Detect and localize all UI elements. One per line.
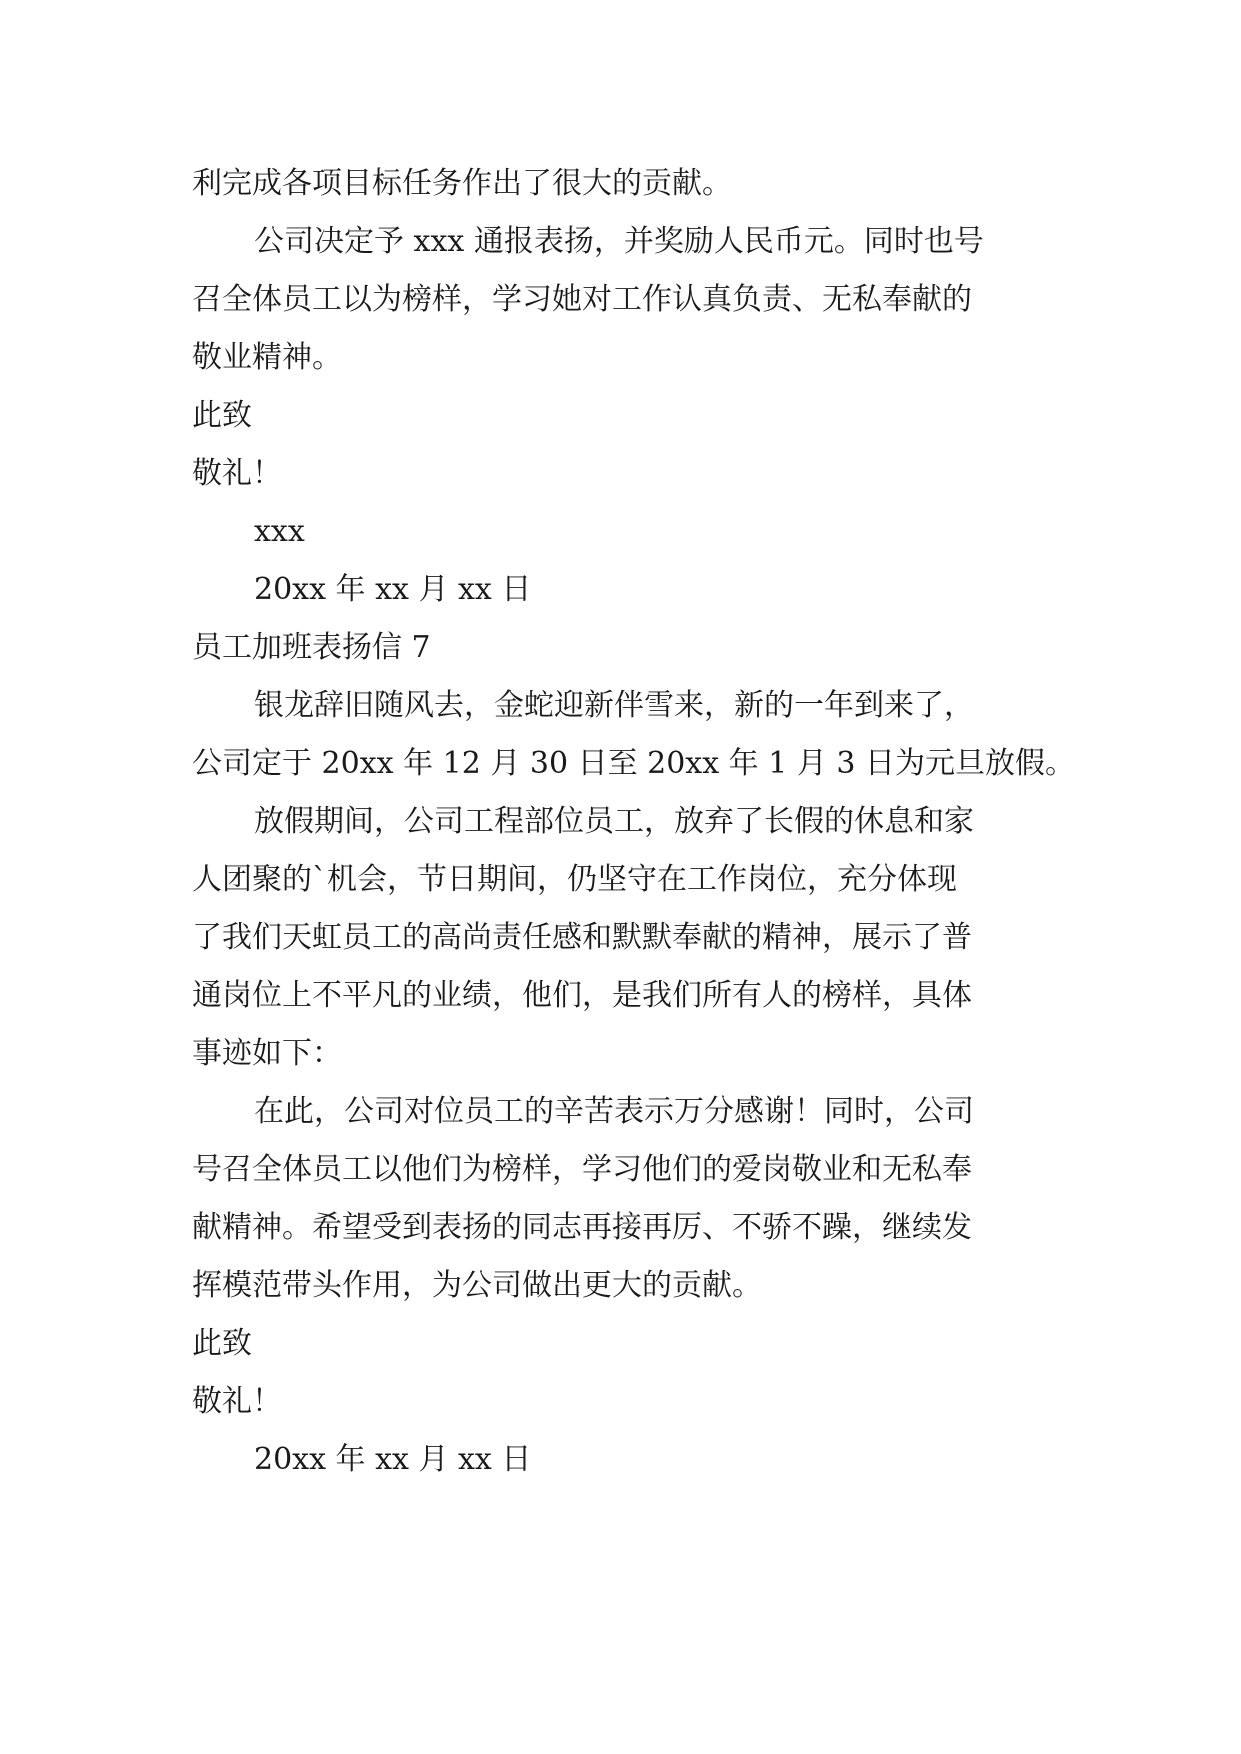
body-line: 召全体员工以为榜样，学习她对工作认真负责、无私奉献的 [192,282,972,317]
body-line: 献精神。希望受到表扬的同志再接再厉、不骄不躁，继续发 [192,1210,972,1245]
body-line: 通岗位上不平凡的业绩，他们，是我们所有人的榜样，具体 [192,978,972,1013]
body-line: 事迹如下： [192,1036,342,1071]
body-line: 公司定于 20xx 年 12 月 30 日至 20xx 年 1 月 3 日为元旦放假。 [192,746,1075,781]
body-line: 利完成各项目标任务作出了很大的贡献。 [192,166,732,201]
body-line: 号召全体员工以他们为榜样，学习他们的爱岗敬业和无私奉 [192,1152,972,1187]
section-title: 员工加班表扬信 7 [192,630,431,665]
body-line: 人团聚的`机会，节日期间，仍坚守在工作岗位，充分体现 [192,862,957,897]
body-line: 公司决定予 xxx 通报表扬，并奖励人民币元。同时也号 [254,224,984,259]
body-line: 挥模范带头作用，为公司做出更大的贡献。 [192,1268,762,1303]
signature-date: 20xx 年 xx 月 xx 日 [254,572,532,607]
closing-salutation: 此致 [192,1326,252,1361]
body-line: 在此，公司对位员工的辛苦表示万分感谢！同时，公司 [254,1094,974,1129]
closing-salutation: 此致 [192,398,252,433]
body-line: 银龙辞旧随风去，金蛇迎新伴雪来，新的一年到来了， [254,688,974,723]
closing-regards: 敬礼！ [192,456,282,491]
body-line: 了我们天虹员工的高尚责任感和默默奉献的精神，展示了普 [192,920,972,955]
closing-regards: 敬礼！ [192,1384,282,1419]
body-line: 放假期间，公司工程部位员工，放弃了长假的休息和家 [254,804,974,839]
signature-name: xxx [254,514,305,549]
signature-date: 20xx 年 xx 月 xx 日 [254,1442,532,1477]
body-line: 敬业精神。 [192,340,342,375]
